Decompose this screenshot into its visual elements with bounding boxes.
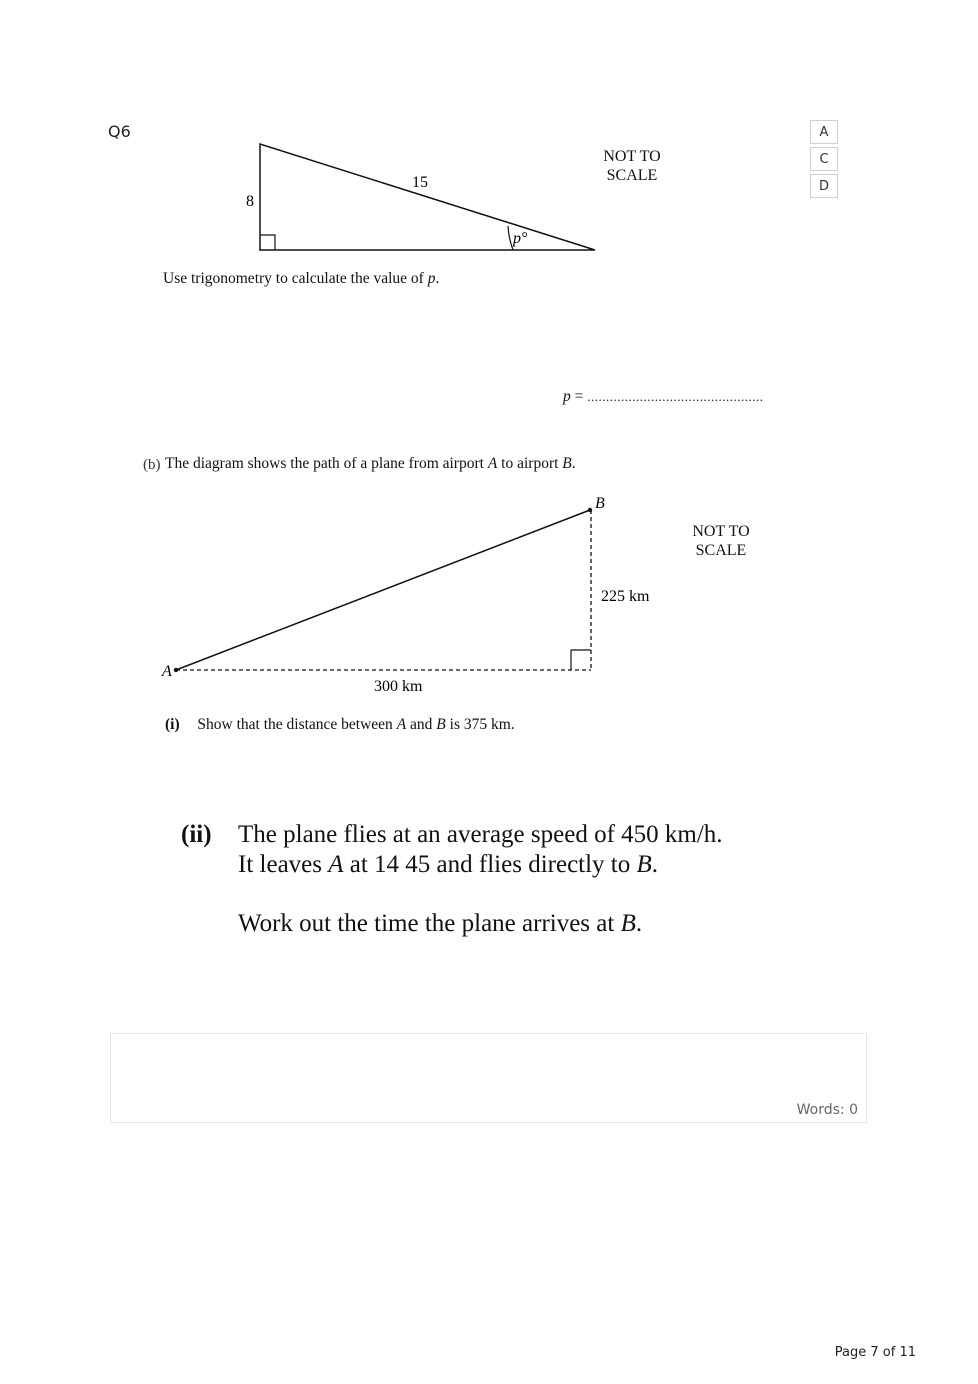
answer-line-p: p = ............................................... <box>563 388 764 405</box>
point-a-dot <box>174 668 178 672</box>
note-line-2: SCALE <box>695 542 747 559</box>
hypotenuse-label-15: 15 <box>412 174 428 191</box>
flight-diagram <box>150 490 670 700</box>
distance-225-label: 225 km <box>601 588 650 605</box>
flight-path-line <box>176 510 590 670</box>
trig-instruction: Use trigonometry to calculate the value of p. <box>163 270 440 287</box>
part-i-label: (i) <box>165 716 180 733</box>
option-a-button[interactable]: A <box>810 120 838 144</box>
side-label-8: 8 <box>246 193 254 210</box>
triangle-outline <box>260 144 595 250</box>
part-ii-line-2: It leaves A at 14 45 and flies directly to B. <box>238 851 659 878</box>
word-count: Words: 0 <box>796 1102 858 1118</box>
distance-300-label: 300 km <box>374 678 423 695</box>
point-a-label: A <box>162 663 172 680</box>
part-ii-line-3: Work out the time the plane arrives at B. <box>238 910 643 937</box>
question-number: Q6 <box>108 122 131 141</box>
option-c-button[interactable]: C <box>810 147 838 171</box>
part-i: (i) Show that the distance between A and B is 375 km. <box>165 716 515 733</box>
not-to-scale-note-1 <box>592 147 672 185</box>
part-b-marker: (b) <box>143 457 161 473</box>
flight-right-angle-marker <box>571 650 591 670</box>
part-ii-text <box>238 820 723 939</box>
note-line-2: SCALE <box>606 167 658 184</box>
point-b-label: B <box>595 495 605 512</box>
angle-label: p° <box>513 230 528 247</box>
plane-intro: The diagram shows the path of a plane from airport A to airport B. <box>165 455 576 472</box>
right-angle-marker <box>260 235 275 250</box>
option-d-button[interactable]: D <box>810 174 838 198</box>
note-line-1: NOT TO <box>603 148 661 165</box>
answer-textbox[interactable] <box>110 1033 867 1123</box>
part-ii-line-1: The plane flies at an average speed of 450 km/h. <box>238 821 723 848</box>
note-line-1: NOT TO <box>692 523 750 540</box>
point-b-dot <box>588 508 592 512</box>
not-to-scale-note-2 <box>681 522 761 560</box>
triangle-diagram <box>230 130 630 270</box>
page-indicator: Page 7 of 11 <box>834 1345 916 1360</box>
part-ii-label: (ii) <box>181 821 212 848</box>
